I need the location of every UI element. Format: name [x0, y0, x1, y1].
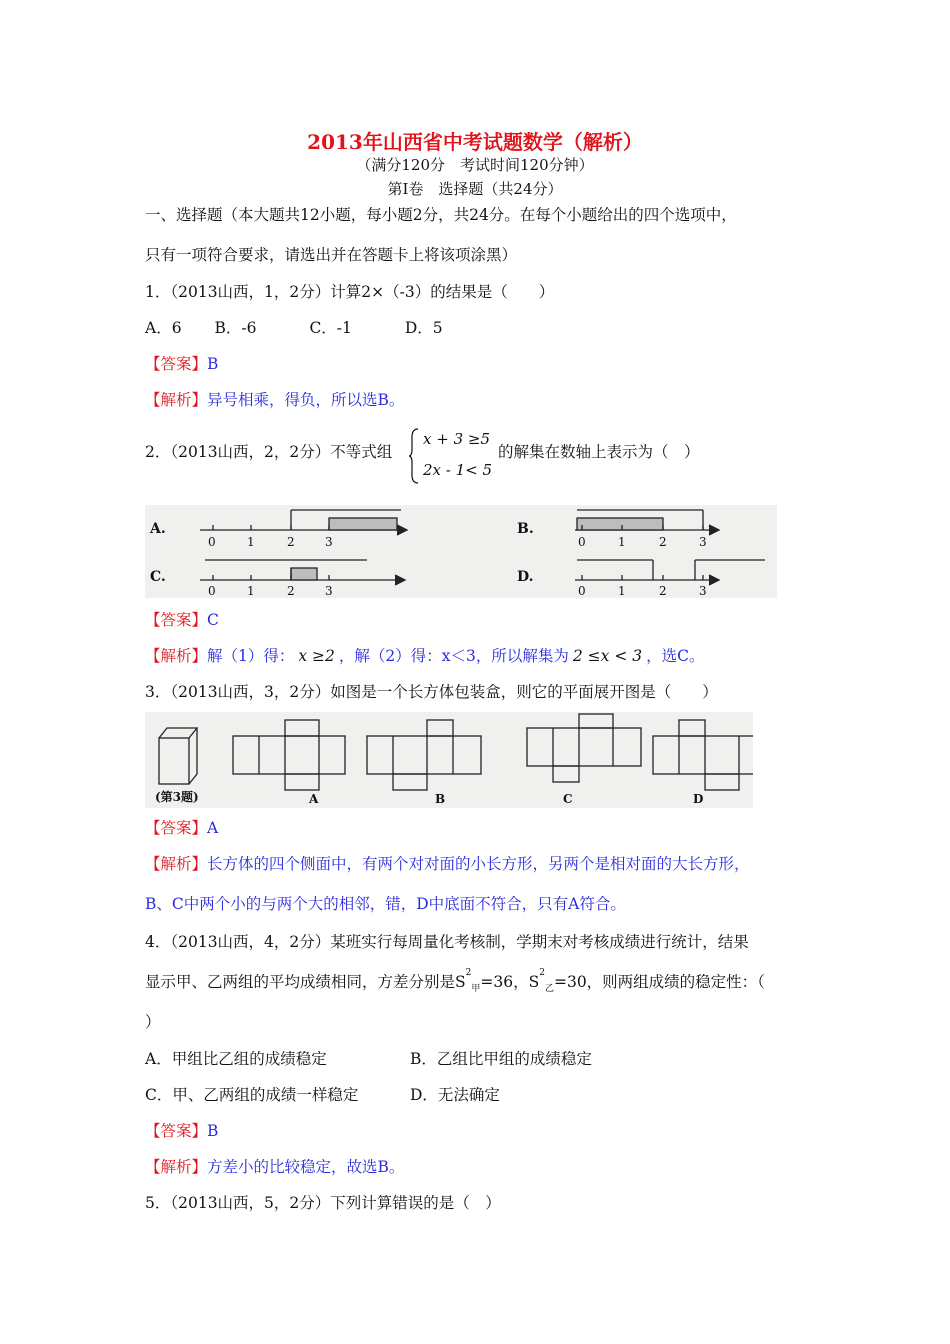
q1-analysis	[145, 388, 404, 410]
tick-label: 3	[699, 584, 707, 598]
q2-figure	[145, 505, 777, 598]
q2-analysis-text-2: ，解（2）得：x＜3，所以解集为	[338, 647, 569, 665]
q4-analysis-text: 方差小的比较稳定，故选B。	[207, 1158, 405, 1176]
superscript: 2	[465, 968, 472, 978]
q4-answer	[145, 1119, 218, 1141]
q2-analysis-text-3: ，选C。	[646, 647, 705, 665]
q2-analysis-math-1: x ≥2	[298, 647, 335, 665]
q2-stem-pre: 2．（2013山西，2，2分）不等式组	[145, 443, 393, 461]
tick-label: 3	[325, 584, 333, 598]
number-lines	[145, 505, 777, 598]
q2-equation-2: 2x - 1< 5	[423, 461, 493, 479]
intro-line-2: 只有一项符合要求，请选出并在答题卡上将该项涂黑）	[145, 246, 518, 264]
q4-answer-value: B	[207, 1122, 219, 1140]
q4-stem-line-2	[145, 970, 765, 994]
q1-option-d: D．5	[404, 319, 443, 337]
q1-options	[145, 316, 471, 338]
answer-label: 【答案】	[145, 819, 208, 837]
tick-label: 1	[618, 535, 626, 549]
q3-answer-value: A	[207, 819, 219, 837]
tick-label: 0	[578, 535, 586, 549]
intro-line-1: 一、选择题（本大题共12小题，每小题2分，共24分。在每个小题给出的四个选项中，	[145, 206, 737, 224]
analysis-label: 【解析】	[145, 391, 208, 409]
q2-analysis-math-2: 2 ≤x < 3	[572, 647, 643, 665]
q3-analysis-text-1: 长方体的四个侧面中，有两个对对面的小长方形，另两个是相对面的大长方形，	[207, 855, 750, 873]
exam-info: （满分120分 考试时间120分钟）	[356, 156, 594, 174]
figure-label-d: D.	[517, 569, 534, 585]
q3-analysis	[145, 852, 750, 874]
section-heading: 第Ⅰ卷 选择题（共24分）	[387, 180, 563, 198]
q4-stem-text: 显示甲、乙两组的平均成绩相同，方差分别是S	[145, 973, 466, 991]
figure-caption: (第3题)	[155, 790, 199, 804]
subscript: 乙	[544, 984, 554, 995]
q3-analysis-line-2: B、C中两个小的与两个大的相邻，错，D中底面不符合，只有A符合。	[145, 895, 626, 913]
q5-stem: 5．（2013山西，5，2分）下列计算错误的是（ ）	[145, 1194, 501, 1212]
tick-label: 3	[699, 535, 707, 549]
q1-answer-value: B	[207, 355, 219, 373]
q2-answer-value: C	[207, 611, 219, 629]
figure-label-c: C	[563, 792, 573, 806]
tick-label: 2	[287, 535, 295, 549]
superscript: 2	[539, 968, 545, 978]
analysis-label: 【解析】	[145, 1158, 208, 1176]
q1-option-c: C．-1	[309, 319, 352, 337]
tick-label: 2	[659, 535, 667, 549]
q1-analysis-text: 异号相乘，得负，所以选B。	[207, 391, 405, 409]
q4-option-d: D．无法确定	[410, 1086, 500, 1104]
figure-label-a: A	[309, 792, 319, 806]
q2-equation-1: x + 3 ≥5	[423, 430, 490, 448]
tick-label: 2	[659, 584, 667, 598]
q4-stem-line-1: 4．（2013山西，4，2分）某班实行每周量化考核制，学期末对考核成绩进行统计，结果	[145, 933, 749, 951]
q1-option-b: B．-6	[214, 319, 257, 337]
tick-label: 1	[247, 535, 255, 549]
answer-label: 【答案】	[145, 611, 208, 629]
subscript: 甲	[471, 984, 481, 995]
q4-option-b: B．乙组比甲组的成绩稳定	[410, 1050, 592, 1068]
tick-label: 0	[208, 535, 216, 549]
q1-option-a: A．6	[145, 319, 182, 337]
q3-figure	[145, 712, 753, 808]
box-nets	[145, 712, 753, 808]
q3-answer	[145, 816, 218, 838]
figure-label-b: B.	[517, 521, 534, 537]
q4-stem-line-3: ）	[145, 1013, 161, 1031]
tick-label: 1	[618, 584, 626, 598]
tick-label: 2	[287, 584, 295, 598]
q4-stem-text: =30，则两组成绩的稳定性：（	[553, 973, 765, 991]
q4-option-a: A．甲组比乙组的成绩稳定	[145, 1050, 327, 1068]
figure-label-c: C.	[150, 569, 166, 585]
brace-icon	[408, 427, 420, 485]
q2-analysis	[145, 644, 705, 666]
analysis-label: 【解析】	[145, 855, 208, 873]
q3-stem: 3．（2013山西，3，2分）如图是一个长方体包装盒，则它的平面展开图是（ ）	[145, 683, 718, 701]
tick-label: 0	[578, 584, 586, 598]
q2-answer	[145, 608, 219, 630]
q2-analysis-text-1: 解（1）得：	[207, 647, 295, 665]
q1-stem: 1．（2013山西，1，2分）计算2×（-3）的结果是（ ）	[145, 283, 555, 301]
q4-option-c: C．甲、乙两组的成绩一样稳定	[145, 1086, 359, 1104]
figure-label-b: B	[435, 792, 446, 806]
analysis-label: 【解析】	[145, 647, 208, 665]
tick-label: 1	[247, 584, 255, 598]
answer-label: 【答案】	[145, 1122, 208, 1140]
figure-label-d: D	[693, 792, 704, 806]
answer-label: 【答案】	[145, 355, 208, 373]
q1-answer	[145, 352, 218, 374]
q2-stem-post: 的解集在数轴上表示为（ ）	[498, 443, 700, 461]
page-title: 2013年山西省中考试题数学（解析）	[307, 130, 643, 154]
q4-analysis	[145, 1155, 404, 1177]
figure-label-a: A.	[150, 521, 166, 537]
tick-label: 0	[208, 584, 216, 598]
tick-label: 3	[325, 535, 333, 549]
q4-stem-text: =36，S	[480, 973, 540, 991]
